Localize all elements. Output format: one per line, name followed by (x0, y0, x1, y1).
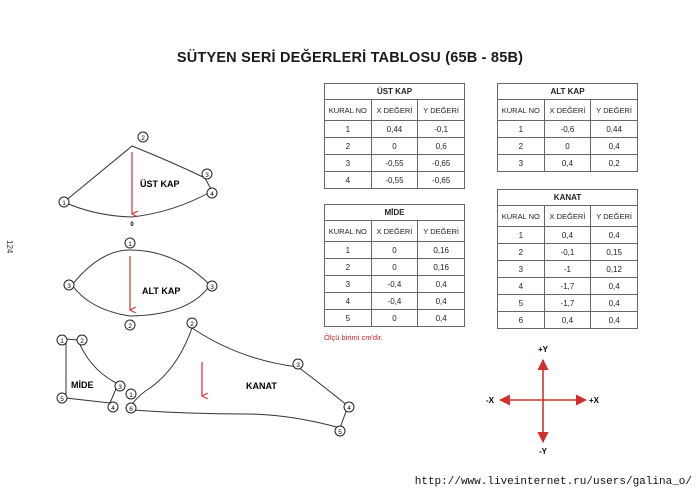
cell-y-value: 0,4 (591, 295, 638, 312)
column-header-x: X DEĞERİ (544, 100, 591, 121)
table-caption: KANAT (498, 190, 638, 206)
cell-kural-no: 1 (325, 121, 372, 138)
column-header-kural: KURAL NO (325, 100, 372, 121)
cell-x-value: -0,55 (371, 155, 418, 172)
minus-x-label: -X (486, 396, 494, 405)
cell-x-value: -0,1 (544, 244, 591, 261)
svg-text:5: 5 (338, 429, 342, 436)
page-number: 124 (5, 240, 14, 254)
svg-text:2: 2 (128, 323, 132, 330)
cell-kural-no: 4 (498, 278, 545, 295)
column-header-x: X DEĞERİ (371, 221, 418, 242)
cell-x-value: -1 (544, 261, 591, 278)
cell-y-value: 0,15 (591, 244, 638, 261)
cell-y-value: 0,4 (591, 312, 638, 329)
svg-text:1: 1 (129, 392, 133, 399)
source-url: http://www.liveinternet.ru/users/galina_o/ (414, 476, 692, 488)
cell-y-value: 0,6 (418, 138, 465, 155)
cell-y-value: 0,4 (418, 276, 465, 293)
cell-y-value: 0,4 (591, 138, 638, 155)
svg-text:4: 4 (111, 405, 115, 412)
cell-kural-no: 1 (498, 121, 545, 138)
cell-y-value: 0,4 (591, 278, 638, 295)
svg-text:1: 1 (60, 338, 64, 345)
cell-kural-no: 2 (498, 138, 545, 155)
svg-text:6: 6 (129, 406, 133, 413)
svg-text:4: 4 (347, 405, 351, 412)
cell-x-value: -1,7 (544, 278, 591, 295)
cell-x-value: -1,7 (544, 295, 591, 312)
cell-kural-no: 1 (325, 242, 372, 259)
table-caption: ÜST KAP (325, 84, 465, 100)
table-caption: MİDE (325, 205, 465, 221)
svg-text:4: 4 (210, 191, 214, 198)
cell-kural-no: 2 (498, 244, 545, 261)
cell-y-value: 0,16 (418, 242, 465, 259)
cell-kural-no: 1 (498, 227, 545, 244)
table-caption: ALT KAP (498, 84, 638, 100)
mide-label: MİDE (71, 380, 94, 390)
svg-text:3: 3 (118, 384, 122, 391)
alt-kap-shape (64, 238, 217, 330)
column-header-y: Y DEĞERİ (418, 221, 465, 242)
column-header-kural: KURAL NO (498, 100, 545, 121)
column-header-y: Y DEĞERİ (418, 100, 465, 121)
cell-x-value: -0,6 (544, 121, 591, 138)
cell-kural-no: 5 (325, 310, 372, 327)
column-header-kural: KURAL NO (498, 206, 545, 227)
cell-y-value: -0,1 (418, 121, 465, 138)
column-header-kural: KURAL NO (325, 221, 372, 242)
cell-kural-no: 6 (498, 312, 545, 329)
cell-y-value: 0,4 (418, 293, 465, 310)
plus-x-label: +X (589, 396, 600, 405)
svg-text:2: 2 (141, 135, 145, 142)
kanat-shape (126, 318, 354, 436)
cell-x-value: 0 (544, 138, 591, 155)
cell-kural-no: 4 (325, 293, 372, 310)
cell-kural-no: 3 (498, 155, 545, 172)
mide-shape (57, 335, 125, 412)
cell-y-value: -0,65 (418, 172, 465, 189)
svg-text:3: 3 (205, 172, 209, 179)
cell-y-value: 0,2 (591, 155, 638, 172)
cell-x-value: -0,4 (371, 276, 418, 293)
svg-text:2: 2 (190, 321, 194, 328)
cell-kural-no: 3 (325, 276, 372, 293)
cell-x-value: 0,44 (371, 121, 418, 138)
zero-label: 0 (130, 222, 134, 228)
cell-x-value: 0 (371, 259, 418, 276)
unit-note: Ölçü birimi cm'dir. (324, 333, 383, 342)
cell-y-value: 0,4 (591, 227, 638, 244)
svg-text:3: 3 (67, 283, 71, 290)
alt-kap-label: ALT KAP (142, 286, 181, 296)
cell-kural-no: 3 (325, 155, 372, 172)
cell-y-value: 0,4 (418, 310, 465, 327)
page-title: SÜTYEN SERİ DEĞERLERİ TABLOSU (65B - 85B) (176, 50, 524, 66)
kanat-label: KANAT (246, 381, 277, 391)
minus-y-label: -Y (539, 447, 547, 456)
svg-text:5: 5 (60, 396, 64, 403)
ust-kap-shape (59, 132, 217, 228)
column-header-x: X DEĞERİ (371, 100, 418, 121)
plus-y-label: +Y (537, 345, 549, 354)
column-header-x: X DEĞERİ (544, 206, 591, 227)
cell-kural-no: 3 (498, 261, 545, 278)
cell-x-value: 0 (371, 242, 418, 259)
cell-x-value: 0,4 (544, 227, 591, 244)
cell-kural-no: 4 (325, 172, 372, 189)
cell-kural-no: 5 (498, 295, 545, 312)
svg-text:3: 3 (296, 362, 300, 369)
cell-x-value: 0,4 (544, 155, 591, 172)
cell-kural-no: 2 (325, 138, 372, 155)
svg-text:1: 1 (62, 200, 66, 207)
column-header-y: Y DEĞERİ (591, 206, 638, 227)
cell-kural-no: 2 (325, 259, 372, 276)
svg-text:1: 1 (128, 241, 132, 248)
svg-text:2: 2 (80, 338, 84, 345)
cell-y-value: 0,12 (591, 261, 638, 278)
cell-x-value: 0 (371, 138, 418, 155)
column-header-y: Y DEĞERİ (591, 100, 638, 121)
cell-y-value: 0,16 (418, 259, 465, 276)
cell-x-value: -0,55 (371, 172, 418, 189)
cell-y-value: 0,44 (591, 121, 638, 138)
cell-y-value: -0,65 (418, 155, 465, 172)
svg-text:3: 3 (210, 284, 214, 291)
cell-x-value: -0,4 (371, 293, 418, 310)
axis-cross (486, 345, 600, 456)
cell-x-value: 0,4 (544, 312, 591, 329)
ust-kap-label: ÜST KAP (140, 179, 180, 189)
cell-x-value: 0 (371, 310, 418, 327)
